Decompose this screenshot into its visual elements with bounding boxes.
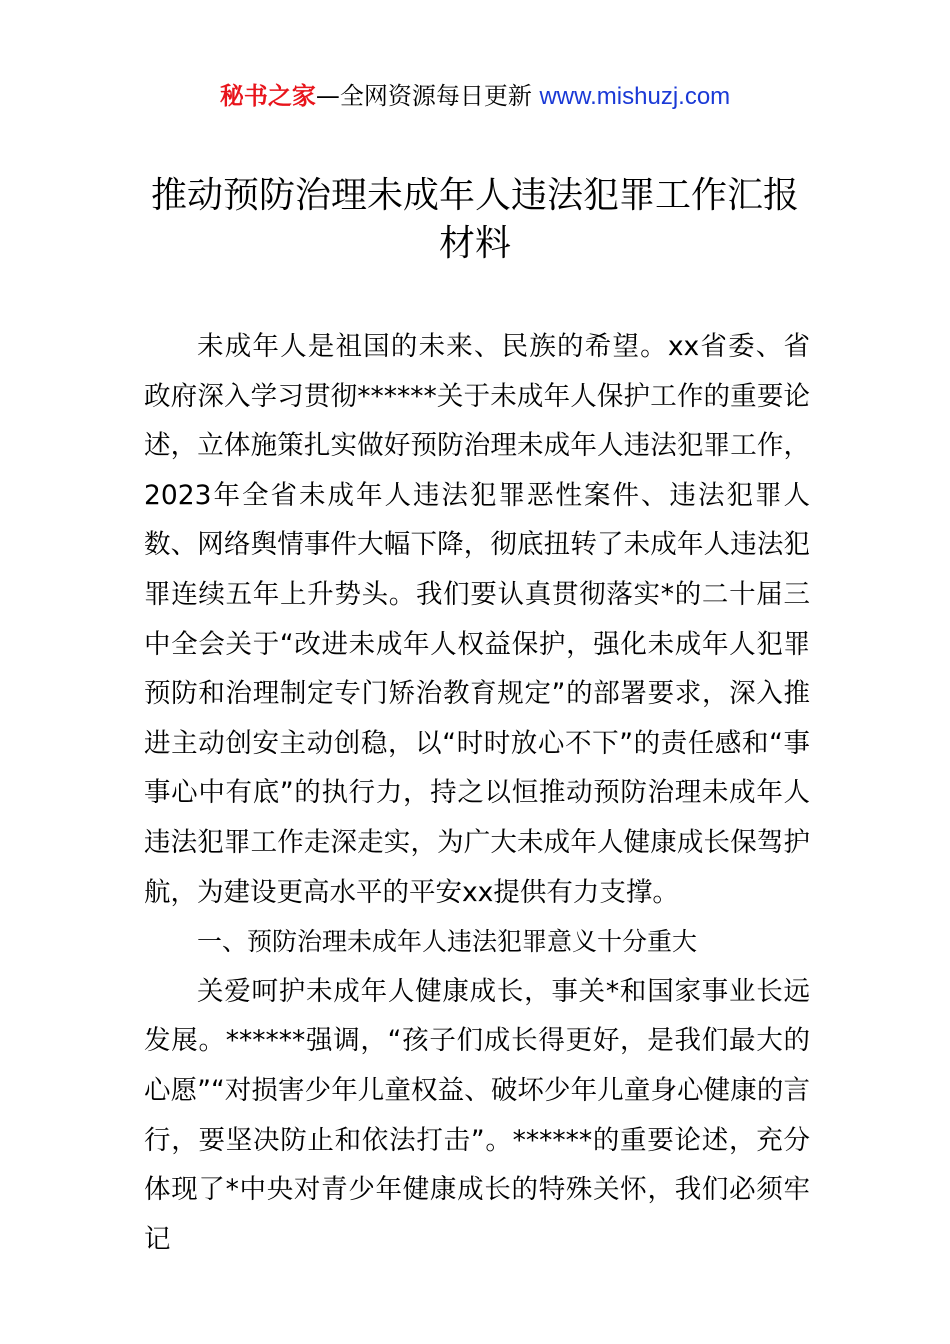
document-title [120, 172, 830, 268]
section-heading-1: 一、预防治理未成年人违法犯罪意义十分重大 [197, 927, 698, 957]
title-line-2: 材料 [438, 223, 511, 264]
document-body [144, 322, 810, 1264]
brand-name: 秘书之家 [219, 82, 316, 110]
site-url-link[interactable]: www.mishuzj.com [539, 83, 731, 110]
section-1-paragraph: 关爱呵护未成年人健康成长，事关*和国家事业长远发展。******强调，“孩子们成长得更好，是我们最大的心愿”“对损害少年儿童权益、破坏少年儿童身心健康的言行，要坚决防止和依法打击”。******的重要论述，充分体现了*中央对青少年健康成长的特殊关怀，我们必须牢记 [144, 975, 810, 1255]
site-header [0, 80, 950, 113]
title-line-1: 推动预防治理未成年人违法犯罪工作汇报 [150, 175, 799, 216]
intro-paragraph: 未成年人是祖国的未来、民族的希望。xx省委、省政府深入学习贯彻******关于未成年人保护工作的重要论述，立体施策扎实做好预防治理未成年人违法犯罪工作，2023年全省未成年人违法犯罪恶性案件、违法犯罪人数、网络舆情事件大幅下降，彻底扭转了未成年人违法犯罪连续五年上升势头。我们要认真贯彻落实*的二十届三中全会关于“改进未成年人权益保护，强化未成年人犯罪预防和治理制定专门矫治教育规定”的部署要求，深入推进主动创安主动创稳，以“时时放心不下”的责任感和“事事心中有底”的执行力，持之以恒推动预防治理未成年人违法犯罪工作走深走实，为广大未成年人健康成长保驾护航，为建设更高水平的平安xx提供有力支撑。 [144, 331, 810, 908]
header-tagline: —全网资源每日更新 [315, 82, 540, 110]
